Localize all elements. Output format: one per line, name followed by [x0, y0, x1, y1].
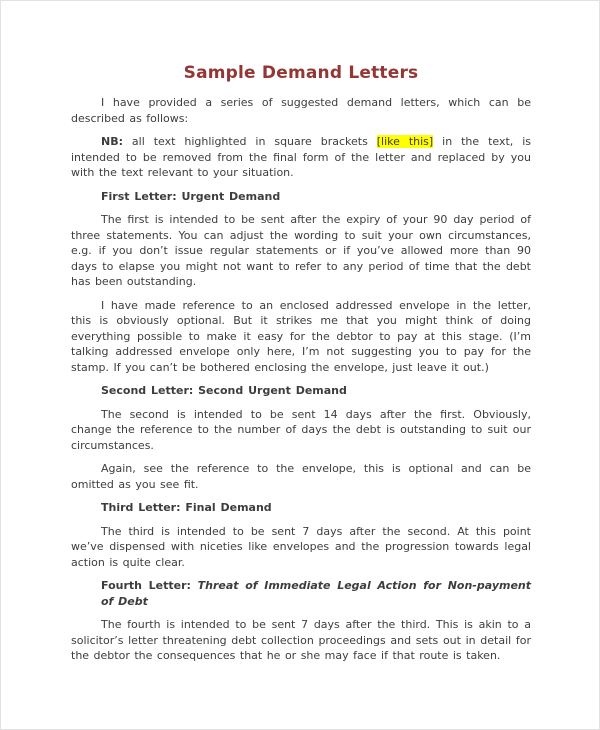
page-content — [1, 1, 599, 664]
body-paragraph: The fourth is intended to be sent 7 days after the third. This is akin to a solicitor’s letter threatening debt collection proceedings and sets out in detail for the debtor the consequences that he or she may face if that route is taken. — [71, 618, 531, 662]
fourth-heading-label: Fourth Letter: — [101, 579, 198, 592]
nb-paragraph — [71, 134, 531, 181]
section-heading-second-letter: Second Letter: Second Urgent Demand — [101, 384, 347, 397]
nb-label: NB: — [101, 135, 123, 148]
intro-paragraph: I have provided a series of suggested demand letters, which can be described as follows: — [71, 96, 531, 125]
highlighted-text: [like this] — [376, 135, 434, 148]
fourth-heading-italic: Threat of Immediate Legal Action for Non-payment of Debt — [101, 579, 531, 608]
page-title: Sample Demand Letters — [183, 63, 419, 83]
body-paragraph: The first is intended to be sent after the expiry of your 90 day period of three statements. You can adjust the wording to suit your own circumstances, e.g. if you don’t issue regular statements or if you’ve allowed more than 90 days to elapse you might not want to refer to any period of time that the debt has been outstanding. — [71, 213, 531, 288]
section-heading-fourth-letter — [101, 578, 531, 609]
body-paragraph: The second is intended to be sent 14 days after the first. Obviously, change the reference to the number of days the debt is outstanding to suit our circumstances. — [71, 407, 531, 452]
nb-text-before: all text highlighted in square brackets — [123, 135, 377, 148]
nb-text-after: in the text, is intended to be removed from the final form of the letter and replaced by you with the text relevant to your situation. — [71, 135, 532, 179]
body-paragraph: Again, see the reference to the envelope, this is optional and can be omitted as you see fit. — [71, 462, 531, 491]
section-heading-third-letter: Third Letter: Final Demand — [101, 501, 272, 514]
body-paragraph: The third is intended to be sent 7 days after the second. At this point we’ve dispensed with niceties like envelopes and the progression towards legal action is quite clear. — [71, 524, 531, 569]
body-paragraph: I have made reference to an enclosed addressed envelope in the letter, this is obviously optional. But it strikes me that you might think of doing everything possible to make it easy for the debtor to pay at this stage. (I’m talking addressed envelope only here, I’m not suggesting you to pay for the stamp. If you can’t be bothered enclosing the envelope, just leave it out.) — [71, 298, 531, 374]
section-heading-first-letter: First Letter: Urgent Demand — [101, 189, 281, 203]
